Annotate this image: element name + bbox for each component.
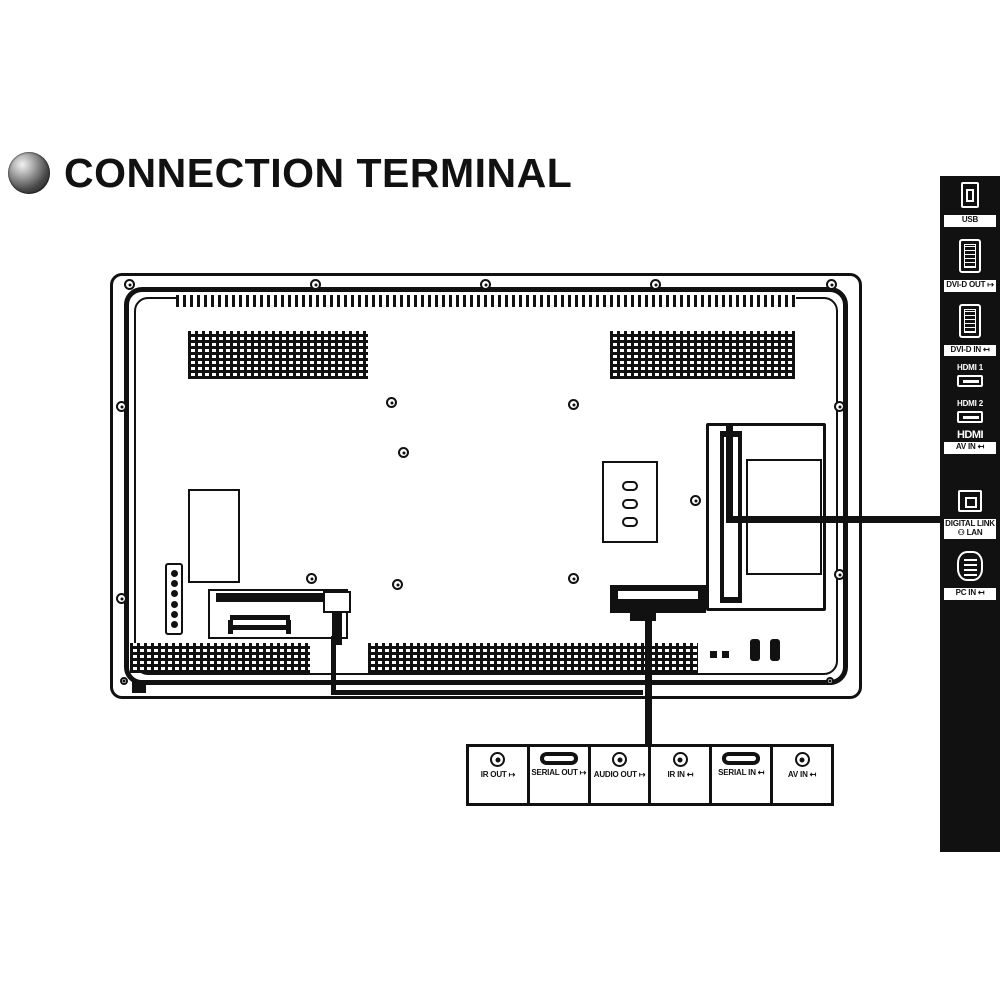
rca-jack-icon	[490, 752, 505, 767]
screw	[690, 495, 701, 506]
screw	[834, 401, 845, 412]
terminal-label: HDMI 1	[957, 363, 983, 373]
terminal-dvi-d-in[interactable]	[944, 304, 996, 357]
screw	[834, 569, 845, 580]
right-terminal-column	[940, 176, 1000, 852]
terminal-digital-link-lan[interactable]	[944, 490, 996, 540]
screw	[480, 279, 491, 290]
bottom-terminal-slot	[618, 591, 698, 599]
terminal-label: DIGITAL LINK ⚇ LAN	[944, 519, 996, 540]
screw	[826, 279, 837, 290]
page-title	[8, 149, 573, 196]
terminal-ir-out[interactable]	[469, 747, 527, 803]
screw	[386, 397, 397, 408]
page-title-text: CONNECTION TERMINAL	[64, 149, 573, 196]
bottom-terminal-strip	[466, 744, 834, 806]
terminal-label: AV IN ↤	[944, 442, 996, 454]
callout-line-bottom-vertical	[645, 612, 652, 748]
screw	[120, 677, 128, 685]
cable-route-line	[331, 636, 336, 694]
callout-line-side-horizontal	[726, 516, 942, 523]
screw	[568, 399, 579, 410]
terminal-label: AV IN ↤	[787, 770, 817, 779]
terminal-label: SERIAL OUT ↦	[531, 768, 587, 777]
cable-route-line-horizontal	[331, 690, 643, 695]
hdmi-port-icon	[957, 411, 983, 423]
terminal-label: AUDIO OUT ↦	[593, 770, 646, 779]
terminal-label: IR OUT ↦	[480, 770, 516, 779]
screw	[116, 593, 127, 604]
panel-detail	[132, 681, 146, 693]
screw	[392, 579, 403, 590]
screw	[310, 279, 321, 290]
terminal-serial-out[interactable]	[530, 747, 588, 803]
terminal-serial-in[interactable]	[712, 747, 770, 803]
panel-slot	[622, 481, 638, 491]
vent-grille-right	[610, 331, 795, 379]
sphere-bullet-icon	[8, 152, 50, 194]
hdmi-logo-icon: HDMI	[956, 428, 984, 441]
terminal-label: USB	[944, 215, 996, 227]
power-inlet	[323, 591, 351, 613]
panel-slot	[622, 517, 638, 527]
terminal-label: DVI-D IN ↤	[944, 345, 996, 357]
d-sub-9pin-icon	[722, 752, 760, 765]
panel-dot-strip	[165, 563, 183, 635]
vent-grille-left	[188, 331, 368, 379]
terminal-label: HDMI 2	[957, 399, 983, 409]
dvi-port-icon	[959, 239, 981, 273]
terminal-label: IR IN ↤	[667, 770, 694, 779]
screw	[650, 279, 661, 290]
terminal-label: DVI-D OUT ↦	[944, 280, 996, 292]
terminal-label: SERIAL IN ↤	[718, 768, 765, 777]
cable-clamp-bar	[216, 593, 340, 602]
terminal-hdmi-2[interactable]	[944, 399, 996, 423]
d-sub-15pin-icon	[957, 551, 983, 581]
terminal-ir-in[interactable]	[651, 747, 709, 803]
screw	[398, 447, 409, 458]
panel-detail	[750, 639, 760, 661]
screw	[568, 573, 579, 584]
terminal-usb[interactable]	[944, 182, 996, 227]
rca-jack-icon	[612, 752, 627, 767]
cable-strand	[286, 620, 291, 634]
vent-grille-top	[176, 295, 796, 307]
terminal-label: PC IN ↤	[944, 588, 996, 600]
panel-block-left	[188, 489, 240, 583]
rca-jack-icon	[795, 752, 810, 767]
terminal-hdmi-1[interactable]	[944, 363, 996, 387]
cable-strand	[230, 625, 290, 630]
terminal-av-in[interactable]	[773, 747, 831, 803]
usb-port-icon	[961, 182, 979, 208]
vent-grille-bottom-left	[130, 643, 310, 673]
terminal-pc-in[interactable]	[944, 551, 996, 600]
d-sub-9pin-icon	[540, 752, 578, 765]
callout-line-bottom-horizontal	[612, 606, 652, 613]
hdmi-logo	[944, 430, 996, 454]
terminal-audio-out[interactable]	[591, 747, 649, 803]
cable-strand	[228, 620, 233, 634]
screw	[124, 279, 135, 290]
terminal-dvi-d-out[interactable]	[944, 239, 996, 292]
panel-detail	[770, 639, 780, 661]
panel-detail	[710, 651, 717, 658]
cable-strand	[230, 615, 290, 620]
rca-jack-icon	[673, 752, 688, 767]
panel-detail	[722, 651, 729, 658]
dvi-port-icon	[959, 304, 981, 338]
callout-line-side-vertical	[726, 425, 733, 523]
screw	[826, 677, 834, 685]
display-rear-panel-illustration	[110, 273, 862, 699]
hdmi-port-icon	[957, 375, 983, 387]
lan-port-icon	[958, 490, 982, 512]
screw	[116, 401, 127, 412]
panel-slot	[622, 499, 638, 509]
screw	[306, 573, 317, 584]
